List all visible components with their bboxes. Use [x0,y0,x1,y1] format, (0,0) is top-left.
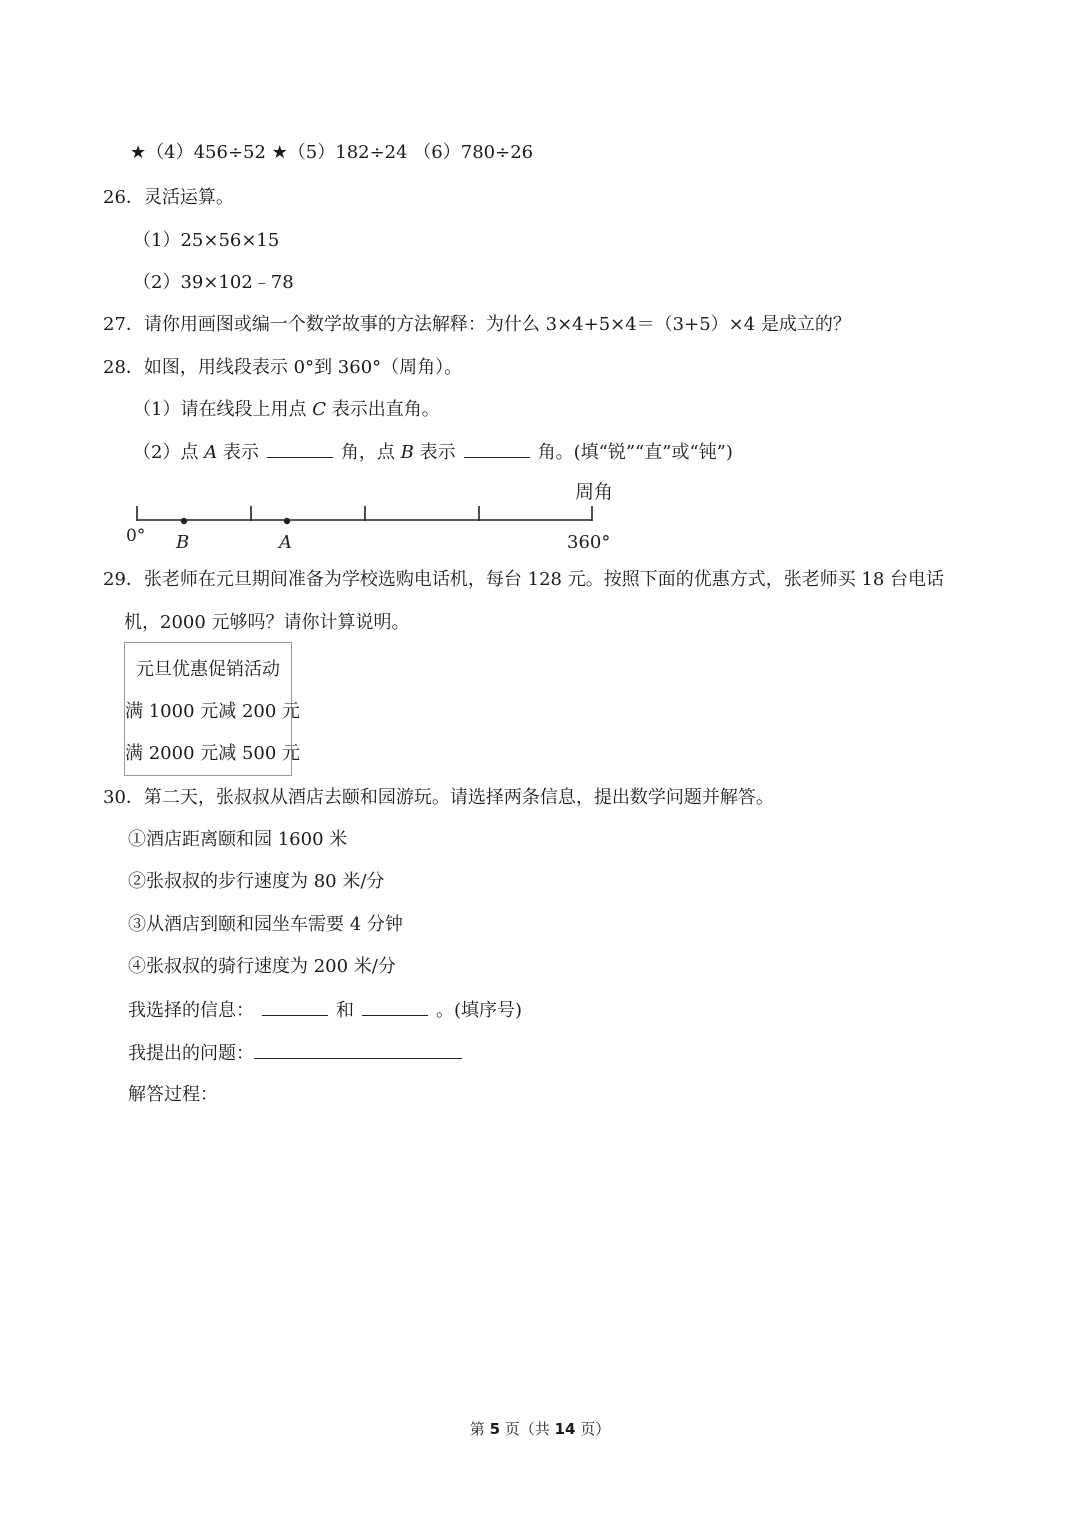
promo-rule-2: 满 2000 元减 500 元 [125,743,301,764]
q30-info-4: ④张叔叔的骑行速度为 200 米/分 [128,956,396,977]
footer-page-number: 5 [489,1420,500,1438]
q26-part1: （1）25×56×15 [133,230,280,251]
page-footer [0,1418,1080,1439]
promo-rule-1: 满 1000 元减 200 元 [125,701,301,722]
q30-info-2: ②张叔叔的步行速度为 80 米/分 [128,871,385,892]
question-label: 我提出的问题： [128,1043,254,1064]
choice-blank-2[interactable] [362,1001,428,1016]
question-blank[interactable] [254,1044,462,1059]
q30-choose-line [128,1001,522,1020]
q28-part1 [133,401,440,419]
q28-part2 [133,443,733,462]
q26-title: 26．灵活运算。 [103,187,234,208]
choose-and: 和 [336,1000,354,1021]
label-0-degree: 0° [126,526,146,546]
q30-info-3: ③从酒店到颐和园坐车需要 4 分钟 [128,914,403,935]
angle-line-diagram [120,478,620,556]
q28-part1-text-end: 表示出直角。 [325,399,440,420]
point-a-label: A [204,442,218,463]
q30-question-line [128,1044,470,1063]
point-b-label: B [400,442,414,463]
q28-title: 28．如图，用线段表示 0°到 360°（周角）。 [103,357,463,378]
point-c-label: C [312,399,326,420]
footer-text-c: 页） [575,1420,611,1438]
point-b-dot [181,518,187,524]
q30-title: 30．第二天，张叔叔从酒店去颐和园游玩。请选择两条信息，提出数学问题并解答。 [103,787,774,808]
footer-total-pages: 14 [554,1420,576,1438]
answer-blank-b[interactable] [464,443,530,458]
q25-subitems: ★（4）456÷52 ★（5）182÷24 （6）780÷26 [130,142,534,163]
q27-text: 27．请你用画图或编一个数学故事的方法解释：为什么 3×4+5×4＝（3+5）×4 是成立的？ [103,314,851,335]
q28-part2-text-d: 表示 [413,442,456,463]
q30-info-1: ①酒店距离颐和园 1600 米 [128,829,348,850]
q26-part2: （2）39×102﹣78 [133,272,294,293]
choice-blank-1[interactable] [262,1001,328,1016]
q29-line1: 29．张老师在元旦期间准备为学校选购电话机，每台 128 元。按照下面的优惠方式，张老师买 18 台电话 [103,569,945,590]
q30-process-label: 解答过程： [128,1084,218,1105]
label-full-angle: 周角 [575,481,614,503]
footer-text-b: 页（共 [500,1420,555,1438]
q28-part2-text: （2）点 [133,442,205,463]
q28-part1-text: （1）请在线段上用点 [133,399,313,420]
point-a-dot [284,518,290,524]
promo-title: 元旦优惠促销活动 [136,659,280,680]
q28-part2-text-c: 角，点 [340,442,401,463]
footer-text-a: 第 [469,1420,490,1438]
q28-part2-text-b: 表示 [217,442,259,463]
q29-line2: 机，2000 元够吗？请你计算说明。 [124,612,410,633]
answer-blank-a[interactable] [267,443,333,458]
choose-hint: 。(填序号) [436,1000,523,1021]
label-b: B [176,532,190,553]
choose-label: 我选择的信息： [128,1000,254,1021]
promotion-box [124,642,301,776]
q28-part2-text-e: 角。(填“锐”“直”或“钝”) [537,442,733,463]
label-a: A [279,532,292,553]
label-360-degree: 360° [567,532,611,553]
